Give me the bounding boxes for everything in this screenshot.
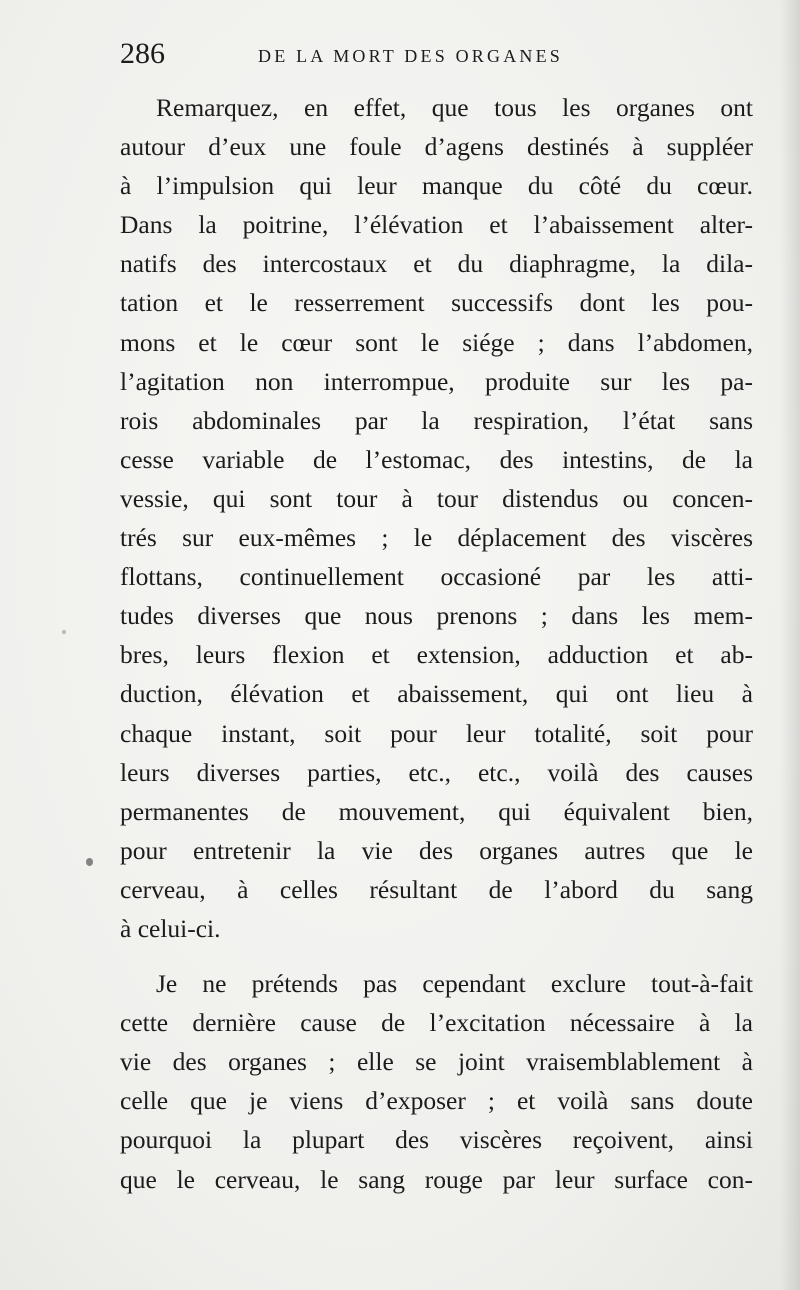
text-line: flottans, continuellement occasioné par les atti- — [120, 562, 753, 592]
paragraph — [120, 88, 753, 948]
text-line: vie des organes ; elle se joint vraisemblablement à — [120, 1047, 753, 1077]
running-head: DE LA MORT DES ORGANES — [258, 46, 564, 66]
text-line: celle que je viens d’exposer ; et voilà sans doute — [120, 1086, 753, 1116]
ink-blot — [62, 630, 66, 634]
text-line: pourquoi la plupart des viscères reçoivent, ainsi — [120, 1125, 753, 1155]
text-line: que le cerveau, le sang rouge par leur surface con- — [120, 1164, 753, 1194]
paragraph-gap — [120, 948, 753, 964]
text-line: cette dernière cause de l’excitation nécessaire à la — [120, 1008, 753, 1038]
text-line: Je ne prétends pas cependant exclure tout-à-fait — [156, 969, 753, 999]
text-line: bres, leurs flexion et extension, adduction et ab- — [120, 640, 753, 670]
text-line: natifs des intercostaux et du diaphragme, la dila- — [120, 249, 753, 279]
text-line: Dans la poitrine, l’élévation et l’abaissement alter- — [120, 210, 753, 240]
text-line: mons et le cœur sont le siége ; dans l’abdomen, — [120, 327, 753, 357]
text-line: Remarquez, en effet, que tous les organes ont — [156, 93, 753, 122]
text-line: à l’impulsion qui leur manque du côté du cœur. — [120, 171, 753, 201]
text-line: à celui-ci. — [120, 913, 221, 943]
text-line: vessie, qui sont tour à tour distendus ou concen- — [120, 483, 753, 513]
text-line: l’agitation non interrompue, produite sur les pa- — [120, 366, 753, 396]
text-line: permanentes de mouvement, qui équivalent bien, — [120, 796, 753, 826]
text-line: rois abdominales par la respiration, l’état sans — [120, 405, 753, 435]
text-line: duction, élévation et abaissement, qui ont lieu à — [120, 679, 753, 709]
text-line: tudes diverses que nous prenons ; dans les mem- — [120, 601, 753, 631]
text-line: cesse variable de l’estomac, des intestins, de la — [120, 444, 753, 474]
page-number: 286 — [120, 37, 165, 70]
text-line: autour d’eux une foule d’agens destinés à suppléer — [120, 132, 753, 162]
text-line: trés sur eux-mêmes ; le déplacement des viscères — [120, 523, 753, 553]
page-header — [120, 36, 750, 76]
text-line: cerveau, à celles résultant de l’abord du sang — [120, 874, 753, 904]
text-line: chaque instant, soit pour leur totalité, soit pour — [120, 718, 753, 748]
paragraph — [120, 964, 753, 1199]
body-text — [120, 88, 753, 1199]
page-edge-shadow — [780, 0, 800, 1290]
text-line: pour entretenir la vie des organes autres que le — [120, 835, 753, 865]
ink-blot — [86, 858, 93, 866]
text-line: tation et le resserrement successifs dont les pou- — [120, 288, 753, 318]
text-line: leurs diverses parties, etc., etc., voilà des causes — [120, 757, 753, 787]
